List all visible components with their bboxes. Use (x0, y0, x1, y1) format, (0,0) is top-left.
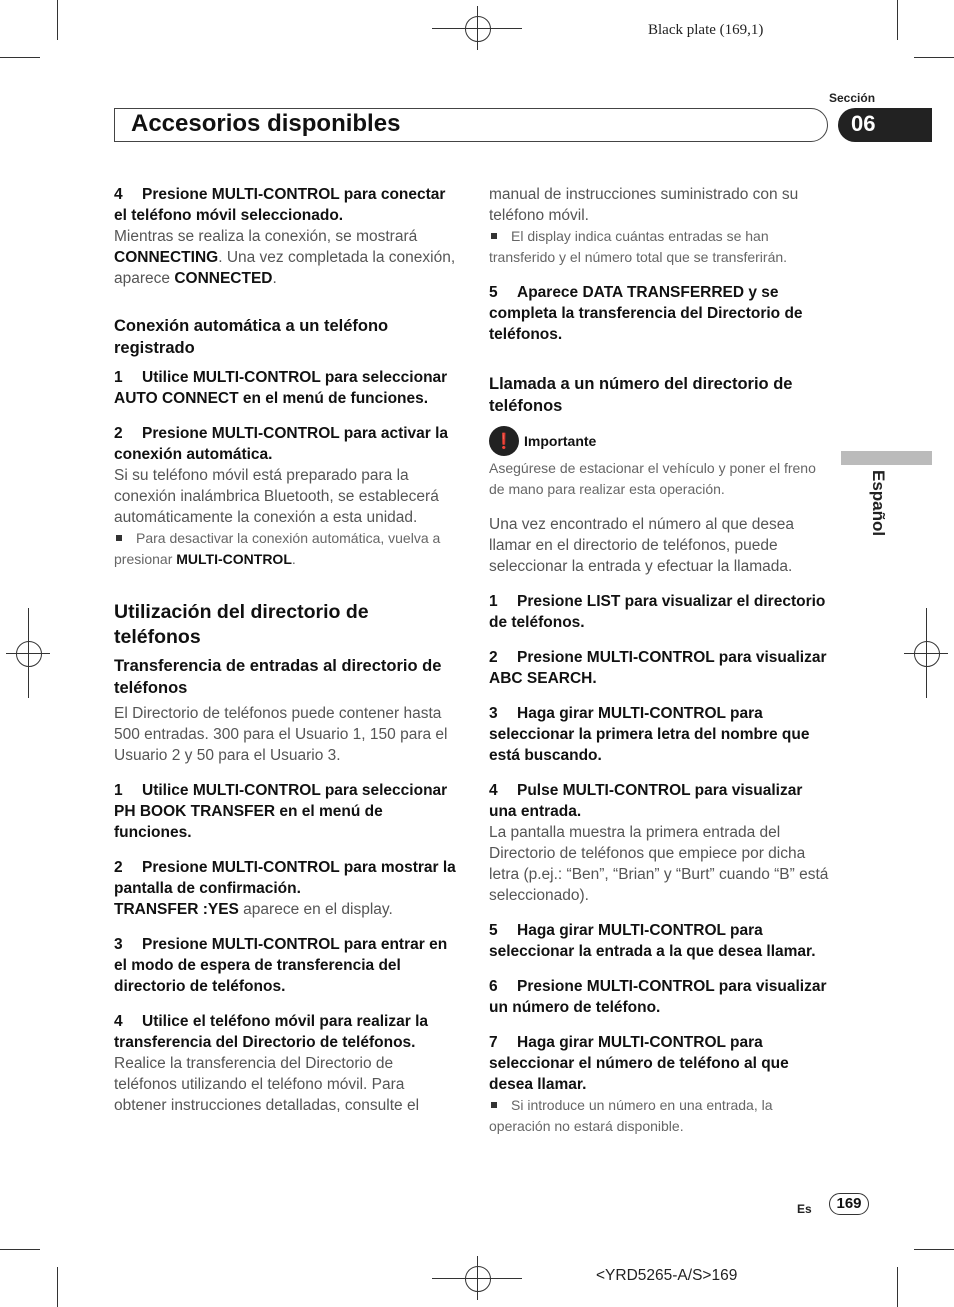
crop-mark (57, 0, 58, 40)
plate-label: Black plate (169,1) (648, 22, 764, 38)
bullet-square-icon (491, 233, 497, 239)
document-code: <YRD5265-A/S>169 (596, 1267, 738, 1284)
step-1-call: 1 Presione LIST para visualizar el directorio de teléfonos. (489, 593, 826, 631)
step-7-call: 7 Haga girar MULTI-CONTROL para seleccionar el número de teléfono al que desea llamar. (489, 1034, 789, 1093)
important-description: Asegúrese de estacionar el vehículo y poner el freno de mano para realizar esta operación. (489, 460, 816, 497)
transfer-heading: Transferencia de entradas al directorio de teléfonos (114, 657, 442, 697)
crop-mark (57, 1267, 58, 1307)
auto-connect-description: Si su teléfono móvil está preparado para la conexión inalámbrica Bluetooth, se establecerá automáticamente la conexión a esta unidad. (114, 467, 439, 526)
transfer-confirm-description: TRANSFER :YES aparece en el display. (114, 901, 393, 918)
step-5-transfer: 5 Aparece DATA TRANSFERRED y se completa la transferencia del Directorio de teléfonos. (489, 284, 803, 343)
crop-mark (0, 1249, 40, 1250)
transfer-phone-description: Realice la transferencia del Directorio de teléfonos utilizando el teléfono móvil. Para obtener instrucciones detalladas, consulte el (114, 1055, 420, 1114)
step-1-transfer: 1 Utilice MULTI-CONTROL para seleccionar PH BOOK TRANSFER en el menú de funciones. (114, 782, 448, 841)
transfer-description: El Directorio de teléfonos puede contener hasta 500 entradas. 300 para el Usuario 1, 150 para el Usuario 2 y 50 para el Usuario 3. (114, 705, 448, 764)
section-number-badge: 06 (838, 108, 932, 142)
step-5-call: 5 Haga girar MULTI-CONTROL para seleccionar la entrada a la que desea llamar. (489, 922, 816, 960)
language-tab-bar (841, 451, 932, 465)
important-label: Importante (524, 432, 597, 449)
crop-mark (897, 0, 898, 40)
language-tab-label: Español (869, 470, 888, 537)
auto-connect-note: Para desactivar la conexión automática, vuelva a presionar MULTI-CONTROL. (114, 530, 441, 567)
right-column (489, 184, 834, 1137)
number-entry-note: Si introduce un número en una entrada, la operación no estará disponible. (489, 1097, 773, 1134)
crop-mark (914, 57, 954, 58)
entry-display-description: La pantalla muestra la primera entrada del Directorio de teléfonos que empiece por dicha letra (p.ej.: “Ben”, “Brian” y “Burt” cuando “B” está seleccionado). (489, 824, 829, 904)
step-3-transfer: 3 Presione MULTI-CONTROL para entrar en el modo de espera de transferencia del directorio de teléfonos. (114, 936, 448, 995)
important-notice (489, 426, 834, 456)
bullet-square-icon (491, 1102, 497, 1108)
warning-icon: ❗ (489, 426, 519, 456)
step-2-call: 2 Presione MULTI-CONTROL para visualizar ABC SEARCH. (489, 649, 827, 687)
step-6-call: 6 Presione MULTI-CONTROL para visualizar un número de teléfono. (489, 978, 827, 1016)
phonebook-section-heading: Utilización del directorio de teléfonos (114, 601, 369, 648)
crop-mark (914, 1249, 954, 1250)
language-code: Es (797, 1202, 812, 1216)
page-number: 169 (829, 1193, 869, 1215)
transfer-continued-description: manual de instrucciones suministrado con su teléfono móvil. (489, 186, 799, 224)
bullet-square-icon (116, 535, 122, 541)
step-3-call: 3 Haga girar MULTI-CONTROL para seleccionar la primera letra del nombre que está buscando. (489, 705, 810, 764)
step-2-transfer: 2 Presione MULTI-CONTROL para mostrar la pantalla de confirmación. (114, 859, 456, 897)
auto-connect-heading: Conexión automática a un teléfono registrado (114, 317, 389, 357)
step-2-auto: 2 Presione MULTI-CONTROL para activar la conexión automática. (114, 425, 449, 463)
crop-mark (0, 57, 40, 58)
call-description: Una vez encontrado el número al que desea llamar en el directorio de teléfonos, puede seleccionar la entrada y efectuar la llamada. (489, 516, 795, 575)
section-label: Sección (829, 91, 876, 105)
step-4-call: 4 Pulse MULTI-CONTROL para visualizar una entrada. (489, 782, 803, 820)
page-title: Accesorios disponibles (131, 110, 401, 137)
step-4-transfer: 4 Utilice el teléfono móvil para realizar la transferencia del Directorio de teléfonos. (114, 1013, 428, 1051)
crop-mark (897, 1267, 898, 1307)
step-4-connect: 4 Presione MULTI-CONTROL para conectar el teléfono móvil seleccionado. (114, 186, 446, 224)
transfer-count-note: El display indica cuántas entradas se han transferido y el número total que se transferirán. (489, 228, 788, 265)
connect-description: Mientras se realiza la conexión, se mostrará CONNECTING. Una vez completada la conexión, aparece CONNECTED. (114, 228, 456, 287)
step-1-auto: 1 Utilice MULTI-CONTROL para seleccionar AUTO CONNECT en el menú de funciones. (114, 369, 448, 407)
left-column (114, 184, 459, 1116)
call-heading: Llamada a un número del directorio de teléfonos (489, 375, 793, 415)
